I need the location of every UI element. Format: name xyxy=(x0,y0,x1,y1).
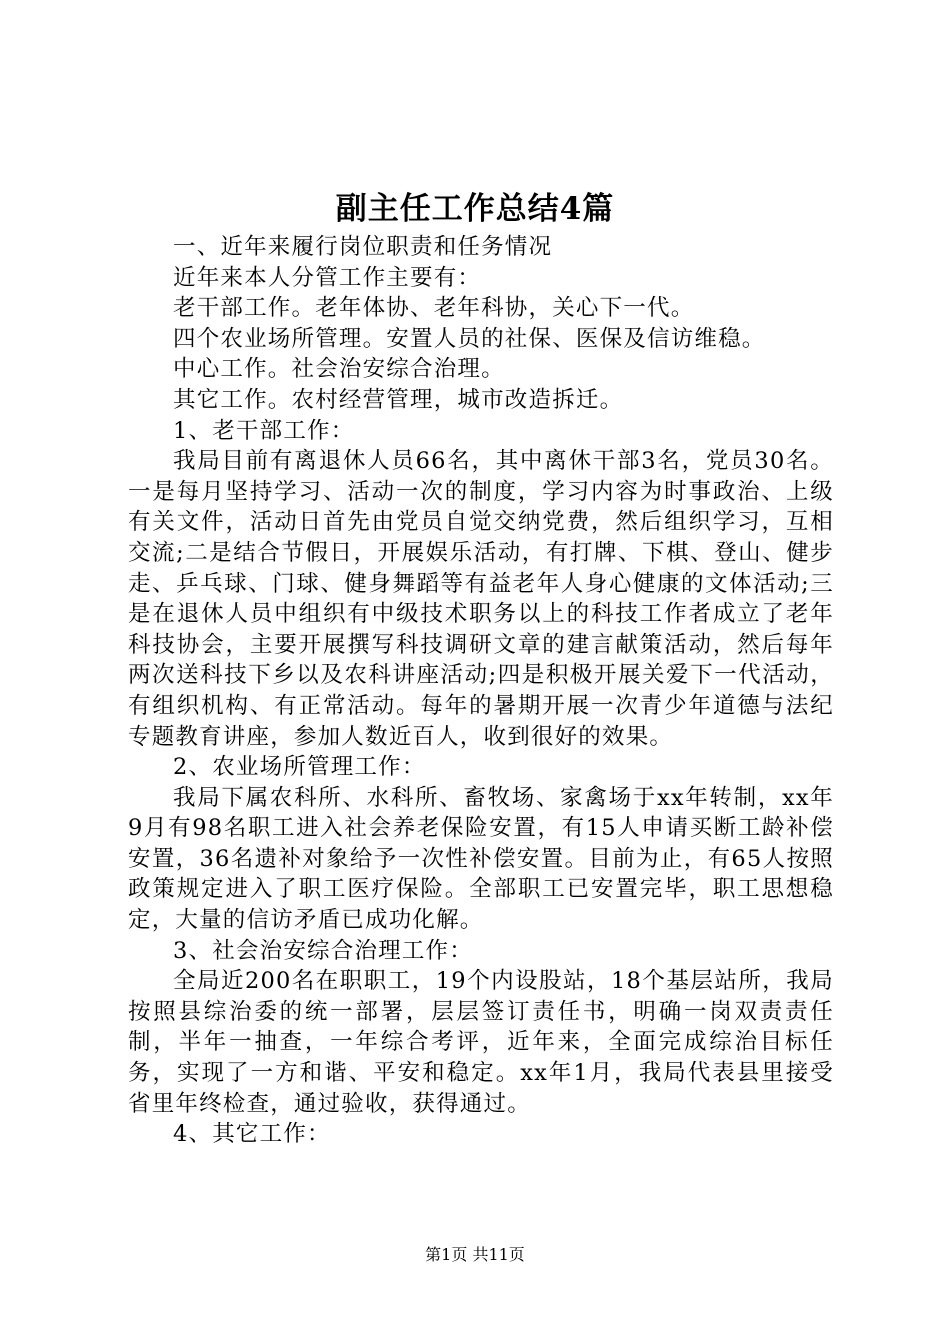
subsection-heading: 4、其它工作： xyxy=(173,1121,331,1148)
paragraph: 全局近200名在职职工，19个内设股站，18个基层站所，我局按照县综治委的统一部署，层层签订责任书，明确一岗双责责任制，半年一抽查，一年综合考评，近年来，全面完成综治目标任务，实现了一方和谐、平安和稳定。xx年1月，我局代表县里接受省里年终检查，通过验收，获得通过。 xyxy=(128,968,834,1117)
paragraph: 老干部工作。老年体协、老年科协，关心下一代。 xyxy=(173,295,695,322)
document-title: 副主任工作总结4篇 xyxy=(335,191,615,227)
subsection-heading: 3、社会治安综合治理工作： xyxy=(173,937,473,964)
subsection-heading: 1、老干部工作： xyxy=(173,417,355,444)
paragraph: 我局下属农科所、水科所、畜牧场、家禽场于xx年转制，xx年9月有98名职工进入社会养老保险安置，有15人申请买断工龄补偿安置，36名遗补对象给予一次性补偿安置。目前为止，有65人按照政策规定进入了职工医疗保险。全部职工已安置完毕，职工思想稳定，大量的信访矛盾已成功化解。 xyxy=(128,784,834,934)
paragraph: 近年来本人分管工作主要有： xyxy=(173,264,482,291)
paragraph: 我局目前有离退休人员66名，其中离休干部3名，党员30名。一是每月坚持学习、活动一次的制度，学习内容为时事政治、上级有关文件，活动日首先由党员自觉交纳党费，然后组织学习，互相交流;二是结合节假日，开展娱乐活动，有打牌、下棋、登山、健步走、乒乓球、门球、健身舞蹈等有益老年人身心健康的文体活动;三是在退休人员中组织有中级技术职务以上的科技工作者成立了老年科技协会，主要开展撰写科技调研文章的建言献策活动，然后每年两次送科技下乡以及农科讲座活动;四是积极开展关爱下一代活动，有组织机构、有正常活动。每年的暑期开展一次青少年道德与法纪专题教育讲座，参加人数近百人，收到很好的效果。 xyxy=(128,448,834,750)
paragraph: 四个农业场所管理。安置人员的社保、医保及信访维稳。 xyxy=(173,325,766,352)
document-body xyxy=(128,232,834,1150)
paragraph: 中心工作。社会治安综合治理。 xyxy=(173,356,505,383)
page-footer: 第1页 共11页 xyxy=(425,1245,525,1264)
paragraph: 其它工作。农村经营管理，城市改造拆迁。 xyxy=(173,386,624,413)
section-heading: 一、近年来履行岗位职责和任务情况 xyxy=(173,234,553,260)
subsection-heading: 2、农业场所管理工作： xyxy=(173,754,426,781)
